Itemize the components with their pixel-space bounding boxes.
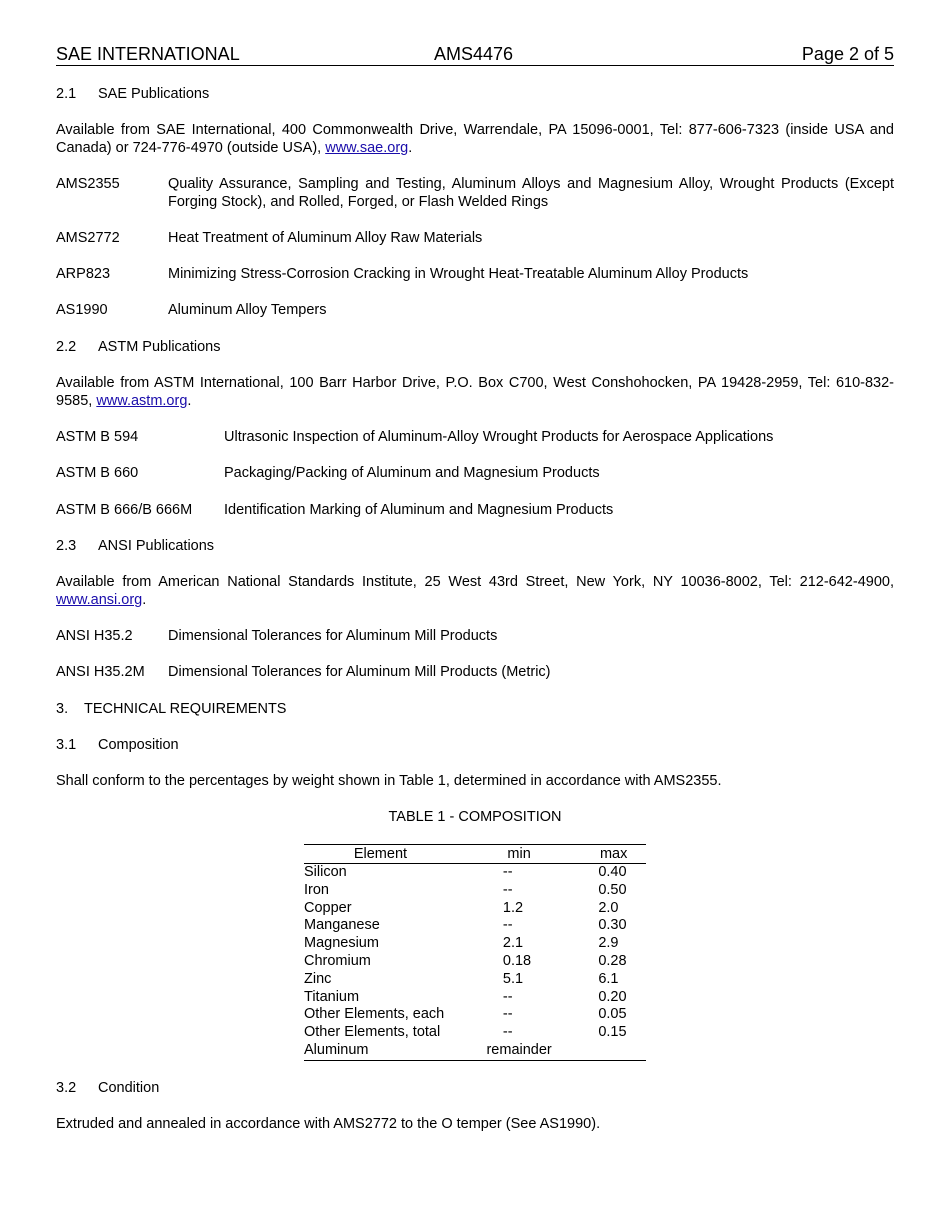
ansi-link[interactable]: www.ansi.org bbox=[56, 592, 143, 608]
ref-code: ASTM B 666/B 666M bbox=[56, 502, 193, 518]
table-row bbox=[304, 935, 646, 953]
ref-description: Ultrasonic Inspection of Aluminum-Alloy Wrought Products for Aerospace Applications bbox=[224, 429, 774, 445]
section-number: 3. bbox=[56, 701, 69, 717]
section-number: 2.2 bbox=[56, 339, 77, 355]
ref-code: AMS2772 bbox=[56, 230, 120, 246]
ref-code: ANSI H35.2M bbox=[56, 664, 145, 680]
period: . bbox=[142, 592, 147, 608]
section-number: 2.1 bbox=[56, 86, 77, 102]
cell-max: 0.15 bbox=[598, 1024, 627, 1041]
table-row bbox=[304, 1006, 646, 1024]
section-3-1-heading bbox=[56, 736, 894, 754]
section-title: Composition bbox=[98, 737, 179, 753]
cell-element: Aluminum bbox=[304, 1041, 369, 1058]
section-title: TECHNICAL REQUIREMENTS bbox=[84, 701, 287, 717]
cell-min: -- bbox=[502, 1006, 513, 1023]
header-min: min bbox=[457, 845, 581, 864]
table-caption: TABLE 1 - COMPOSITION bbox=[388, 809, 562, 825]
cell-max: 6.1 bbox=[598, 970, 619, 987]
cell-max: 0.30 bbox=[598, 917, 627, 934]
cell-min: -- bbox=[502, 1024, 513, 1041]
ref-description: Identification Marking of Aluminum and Magnesium Products bbox=[224, 502, 614, 518]
section-number: 3.1 bbox=[56, 737, 77, 753]
cell-min: 5.1 bbox=[502, 970, 524, 987]
ref-ams2355 bbox=[56, 175, 894, 211]
cell-element: Manganese bbox=[304, 917, 380, 934]
ref-description: Minimizing Stress-Corrosion Cracking in Wrought Heat-Treatable Aluminum Alloy Products bbox=[168, 266, 749, 282]
cell-max bbox=[581, 1042, 646, 1060]
cell-max: 0.05 bbox=[598, 1006, 627, 1023]
cell-element: Other Elements, total bbox=[304, 1024, 441, 1041]
ref-code: ANSI H35.2 bbox=[56, 628, 133, 644]
table-header-row bbox=[304, 845, 646, 864]
section-3-1-text: Shall conform to the percentages by weight shown in Table 1, determined in accordance with AMS2355. bbox=[56, 773, 722, 789]
section-2-2-heading bbox=[56, 338, 894, 356]
section-2-2-availability bbox=[56, 374, 894, 410]
section-3-heading bbox=[56, 700, 894, 718]
table-row bbox=[304, 917, 646, 935]
astm-link[interactable]: www.astm.org bbox=[96, 393, 188, 409]
header-page-number: Page 2 of 5 bbox=[801, 44, 894, 64]
availability-text: Available from ASTM International, 100 Barr Harbor Drive, P.O. Box C700, West Conshohocken, PA 19428-2959, Tel: 610-832-9585, bbox=[56, 375, 894, 409]
section-title: SAE Publications bbox=[98, 86, 210, 102]
section-2-3-availability bbox=[56, 573, 894, 609]
cell-min: remainder bbox=[486, 1041, 552, 1058]
section-3-2-heading bbox=[56, 1079, 894, 1097]
section-3-2-text: Extruded and annealed in accordance with AMS2772 to the O temper (See AS1990). bbox=[56, 1116, 601, 1132]
table-row bbox=[304, 971, 646, 989]
cell-max: 0.50 bbox=[598, 881, 627, 898]
cell-min: -- bbox=[502, 917, 513, 934]
cell-element: Silicon bbox=[304, 864, 347, 880]
section-number: 2.3 bbox=[56, 538, 77, 554]
cell-min: 2.1 bbox=[502, 935, 524, 952]
cell-min: 1.2 bbox=[502, 899, 524, 916]
cell-max: 2.9 bbox=[598, 935, 619, 952]
cell-min: -- bbox=[502, 881, 513, 898]
cell-min: -- bbox=[502, 988, 513, 1005]
header-element: Element bbox=[304, 845, 457, 864]
cell-element: Titanium bbox=[304, 988, 360, 1005]
cell-min: -- bbox=[502, 864, 513, 880]
table-row bbox=[304, 953, 646, 971]
composition-table bbox=[304, 844, 646, 1061]
table-row bbox=[304, 989, 646, 1007]
document-page bbox=[56, 0, 894, 1230]
header-max: max bbox=[581, 845, 646, 864]
ref-description: Dimensional Tolerances for Aluminum Mill Products (Metric) bbox=[168, 664, 551, 680]
ref-code: ASTM B 660 bbox=[56, 465, 139, 481]
table-row bbox=[304, 900, 646, 918]
cell-element: Magnesium bbox=[304, 935, 379, 952]
availability-text: Available from SAE International, 400 Commonwealth Drive, Warrendale, PA 15096-0001, Tel: 877-606-7323 (inside USA and Canada) or 724-776-4970 (outside USA), bbox=[56, 122, 894, 156]
section-title: ANSI Publications bbox=[98, 538, 215, 554]
section-title: ASTM Publications bbox=[98, 339, 221, 355]
period: . bbox=[187, 393, 192, 409]
ref-code: AMS2355 bbox=[56, 176, 120, 192]
header-doc-number: AMS4476 bbox=[434, 44, 514, 64]
cell-max: 0.28 bbox=[598, 952, 627, 969]
section-2-1-heading bbox=[56, 85, 894, 103]
section-2-3-heading bbox=[56, 537, 894, 555]
cell-element: Iron bbox=[304, 881, 329, 898]
table-row bbox=[304, 882, 646, 900]
ref-code: ASTM B 594 bbox=[56, 429, 139, 445]
cell-max: 0.40 bbox=[598, 864, 627, 880]
period: . bbox=[408, 140, 413, 156]
header-org: SAE INTERNATIONAL bbox=[56, 44, 240, 64]
ref-code: ARP823 bbox=[56, 266, 111, 282]
ref-description: Aluminum Alloy Tempers bbox=[168, 302, 327, 318]
cell-min: 0.18 bbox=[502, 952, 532, 969]
ref-description: Dimensional Tolerances for Aluminum Mill Products bbox=[168, 628, 498, 644]
cell-element: Zinc bbox=[304, 970, 332, 987]
sae-link[interactable]: www.sae.org bbox=[325, 140, 409, 156]
section-number: 3.2 bbox=[56, 1080, 77, 1096]
cell-max: 2.0 bbox=[598, 899, 619, 916]
table-row bbox=[304, 864, 646, 882]
ref-description: Heat Treatment of Aluminum Alloy Raw Materials bbox=[168, 230, 483, 246]
ref-description: Packaging/Packing of Aluminum and Magnesium Products bbox=[224, 465, 600, 481]
ref-code: AS1990 bbox=[56, 302, 108, 318]
availability-text: Available from American National Standards Institute, 25 West 43rd Street, New York, NY 10036-8002, Tel: 212-642-4900, bbox=[56, 574, 894, 590]
cell-element: Other Elements, each bbox=[304, 1006, 445, 1023]
cell-max: 0.20 bbox=[598, 988, 627, 1005]
page-header bbox=[56, 44, 894, 66]
cell-element: Chromium bbox=[304, 952, 371, 969]
ref-description: Quality Assurance, Sampling and Testing, Aluminum Alloys and Magnesium Alloy, Wrought Products (Except Forging Stock), and Rolled, Forged, or Flash Welded Rings bbox=[168, 176, 894, 210]
table-row bbox=[304, 1042, 646, 1060]
cell-element: Copper bbox=[304, 899, 352, 916]
section-title: Condition bbox=[98, 1080, 160, 1096]
table-row bbox=[304, 1024, 646, 1042]
section-2-1-availability bbox=[56, 121, 894, 157]
